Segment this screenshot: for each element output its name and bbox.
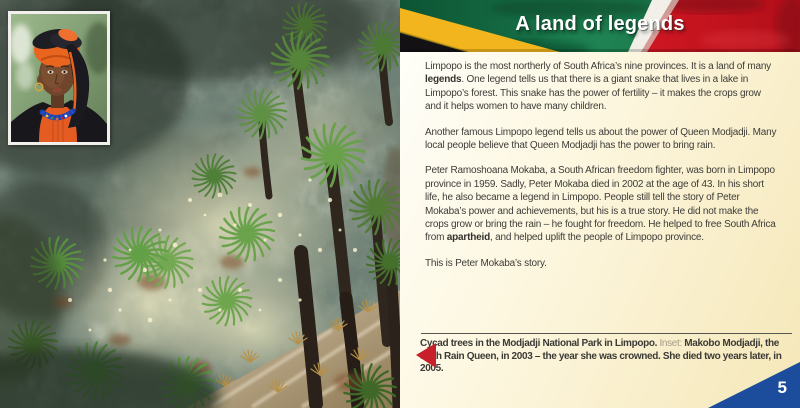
paragraph-legends [425, 60, 779, 114]
paragraph-story: This is Peter Mokaba’s story. [425, 257, 547, 269]
inset-photo [8, 11, 110, 145]
rain-queen-portrait [11, 14, 107, 142]
paragraph-text: Peter Ramoshoana Mokaba, a South African freedom fighter, was born in Limpopo province in 1959. Sadly, Peter Mokaba died in 2002 at the age of 43. In his short life, he also became a legend in Limpopo. People still tell the story of Peter Mokaba’s power and achievements, but his is a true story. He did not make the crops grow or bring the rain – he fought for freedom. He helped to free South Africa from [425, 165, 776, 244]
paragraph-text: , and helped uplift the people of Limpopo province. [490, 232, 704, 244]
paragraph-text: Limpopo is the most northerly of South Africa’s nine provinces. It is a land of many [425, 61, 771, 72]
body-text [425, 60, 779, 282]
page-title: A land of legends [515, 13, 685, 35]
caption-inset-label: Inset: [659, 338, 682, 349]
paragraph-text: . One legend tells us that there is a giant snake that lives in a lake in Limpopo’s forest. This snake has the power of fertility – it makes the crops grow and it helps women to have many children. [425, 74, 761, 113]
flag-banner [400, 0, 800, 52]
paragraph-mokaba [425, 164, 779, 244]
keyword-legends: legends [425, 74, 462, 86]
keyword-apartheid: apartheid [446, 232, 490, 244]
paragraph-modjadji: Another famous Limpopo legend tells us about the power of Queen Modjadji. Many local people believe that Queen Modjadji has the power to bring rain. [425, 126, 777, 152]
caption-arrow-icon [416, 343, 436, 368]
caption-rule [421, 333, 792, 334]
page-number: 5 [777, 378, 787, 397]
caption-inset-text: Makobo Modjadji, the sixth Rain Queen, in 2003 – the year she was crowned. She died two years later, in 2005. [420, 338, 782, 375]
content-page [400, 0, 800, 408]
caption-main: Cycad trees in the Modjadji National Park in Limpopo. [420, 338, 660, 349]
